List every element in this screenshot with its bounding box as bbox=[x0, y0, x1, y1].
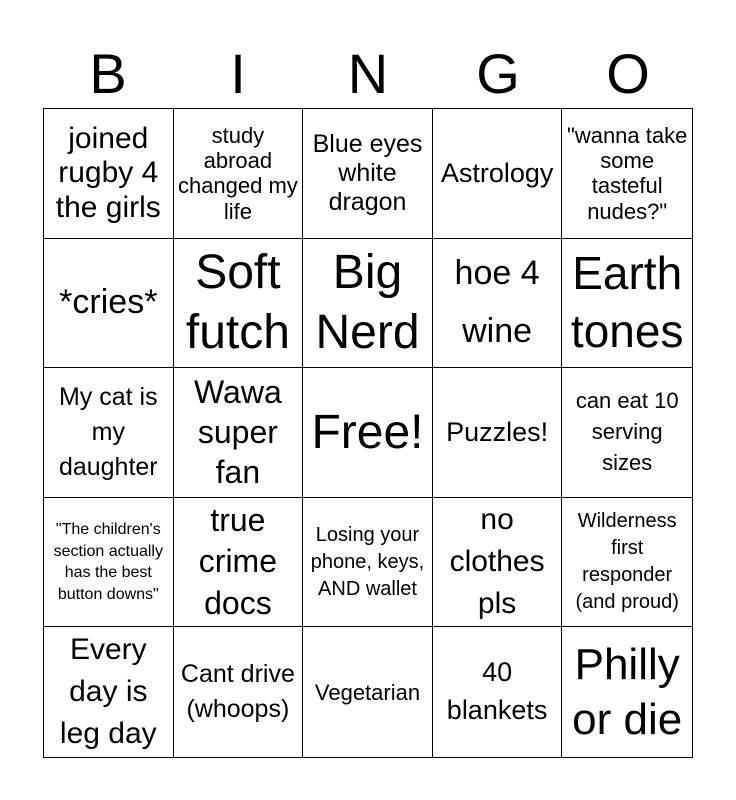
bingo-cell-r4c4[interactable] bbox=[433, 498, 563, 628]
cell-text: Astrology bbox=[440, 157, 554, 188]
cell-text: Blue eyes white dragon bbox=[312, 130, 423, 216]
bingo-cell-r2c5[interactable] bbox=[562, 239, 692, 369]
header-letter-o: O bbox=[606, 42, 650, 105]
bingo-header bbox=[43, 40, 693, 108]
cell-text: Wawa super fan bbox=[194, 374, 282, 491]
cell-text: can eat 10 serving sizes bbox=[575, 388, 679, 475]
bingo-cell-r4c2[interactable] bbox=[174, 498, 304, 628]
cell-text: no clothes pls bbox=[449, 503, 545, 621]
bingo-cell-r2c4[interactable] bbox=[433, 239, 563, 369]
cell-text: 40 blankets bbox=[446, 657, 548, 726]
bingo-cell-r2c3[interactable] bbox=[303, 239, 433, 369]
bingo-cell-r1c1[interactable] bbox=[44, 109, 174, 239]
cell-text: joined rugby 4 the girls bbox=[55, 121, 161, 224]
bingo-cell-r4c1[interactable] bbox=[44, 498, 174, 628]
bingo-cell-r5c3[interactable] bbox=[303, 627, 433, 757]
cell-text: Cant drive (whoops) bbox=[180, 660, 295, 724]
cell-text: Soft futch bbox=[185, 245, 290, 359]
cell-text: hoe 4 wine bbox=[454, 254, 540, 350]
bingo-cell-r5c4[interactable] bbox=[433, 627, 563, 757]
header-letter-n: N bbox=[347, 42, 389, 105]
bingo-cell-r4c5[interactable] bbox=[562, 498, 692, 628]
bingo-cell-r3c4[interactable] bbox=[433, 368, 563, 498]
cell-text: Free! bbox=[311, 405, 424, 459]
bingo-cell-r1c2[interactable] bbox=[174, 109, 304, 239]
bingo-cell-free[interactable] bbox=[303, 368, 433, 498]
bingo-cell-r5c2[interactable] bbox=[174, 627, 304, 757]
bingo-cell-r3c5[interactable] bbox=[562, 368, 692, 498]
cell-text: Losing your phone, keys, AND wallet bbox=[310, 523, 425, 600]
cell-text: Wilderness first responder (and proud) bbox=[575, 510, 679, 614]
bingo-cell-r2c1[interactable] bbox=[44, 239, 174, 369]
bingo-cell-r1c3[interactable] bbox=[303, 109, 433, 239]
cell-text: "The children's section actually has the best button downs" bbox=[53, 520, 163, 603]
cell-text: Vegetarian bbox=[314, 679, 421, 705]
cell-text: study abroad changed my life bbox=[177, 122, 298, 224]
bingo-cell-r5c1[interactable] bbox=[44, 627, 174, 757]
header-letter-g: G bbox=[476, 42, 520, 105]
bingo-cell-r3c2[interactable] bbox=[174, 368, 304, 498]
cell-text: Puzzles! bbox=[446, 416, 549, 447]
bingo-cell-r2c2[interactable] bbox=[174, 239, 304, 369]
cell-text: *cries* bbox=[59, 283, 158, 322]
header-letter-b: B bbox=[89, 42, 127, 105]
cell-text: Big Nerd bbox=[315, 245, 420, 359]
bingo-card bbox=[43, 108, 693, 758]
cell-text: My cat is my daughter bbox=[58, 382, 158, 481]
cell-text: true crime docs bbox=[198, 501, 277, 621]
cell-text: Every day is leg day bbox=[59, 633, 157, 751]
header-letter-i: I bbox=[230, 42, 246, 105]
cell-text: Philly or die bbox=[572, 640, 683, 745]
bingo-cell-r5c5[interactable] bbox=[562, 627, 692, 757]
bingo-cell-r3c1[interactable] bbox=[44, 368, 174, 498]
bingo-cell-r1c5[interactable] bbox=[562, 109, 692, 239]
bingo-cell-r1c4[interactable] bbox=[433, 109, 563, 239]
cell-text: Earth tones bbox=[570, 247, 684, 357]
cell-text: "wanna take some tasteful nudes?" bbox=[567, 122, 688, 224]
bingo-cell-r4c3[interactable] bbox=[303, 498, 433, 628]
